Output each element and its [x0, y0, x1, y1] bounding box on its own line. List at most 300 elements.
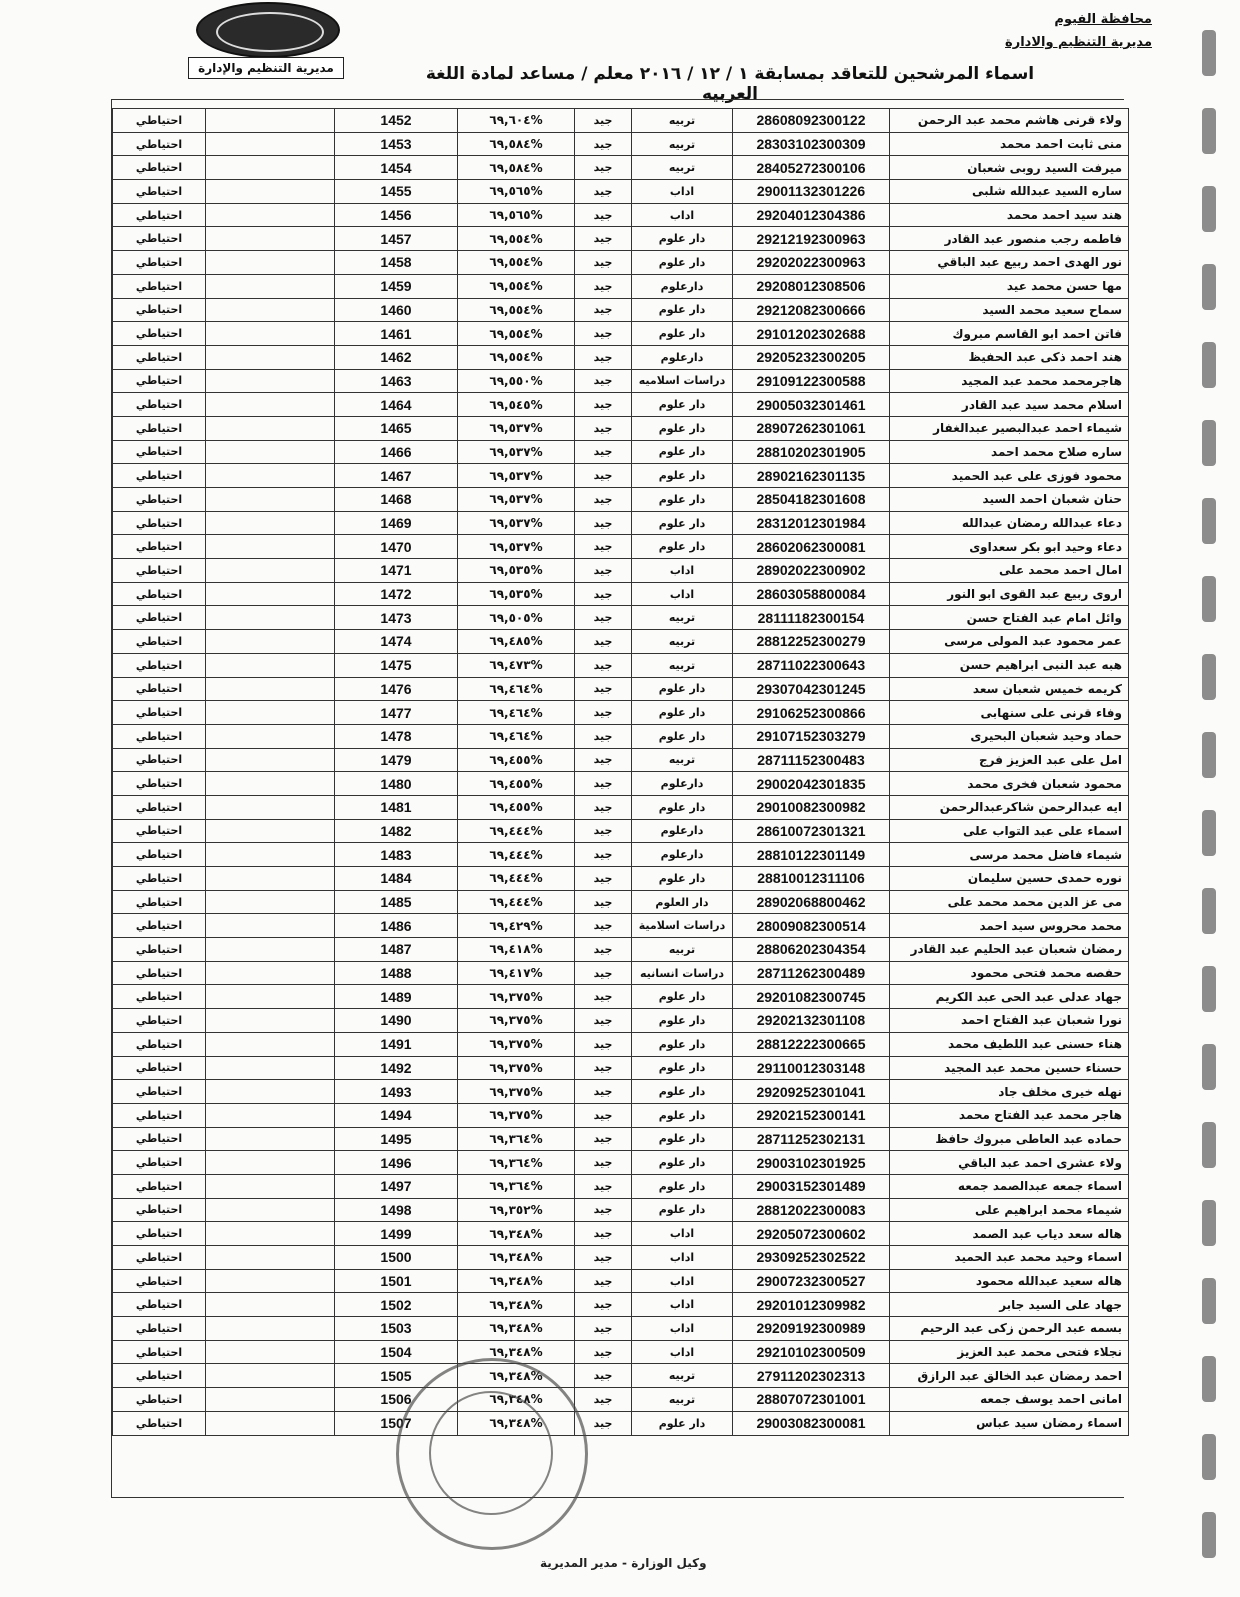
cell-name: بسمه عبد الرحمن زكى عبد الرحيم	[890, 1317, 1129, 1341]
cell-status: احتياطي	[113, 795, 206, 819]
cell-rank: 1468	[335, 488, 458, 512]
cell-status: احتياطي	[113, 393, 206, 417]
cell-id: 28303102300309	[733, 132, 890, 156]
cell-faculty: تربيه	[632, 109, 733, 133]
cell-status: احتياطي	[113, 1364, 206, 1388]
cell-grade: جيد	[575, 156, 632, 180]
cell-name: هاجرمحمد محمد عبد المجيد	[890, 369, 1129, 393]
cell-blank	[206, 180, 335, 204]
cell-id: 28902162301135	[733, 464, 890, 488]
binder-ring	[1202, 1044, 1216, 1090]
cell-percent: %٦٩,٣٤٨	[458, 1269, 575, 1293]
table-row	[113, 1222, 1129, 1246]
cell-faculty: دار علوم	[632, 416, 733, 440]
cell-faculty: دار علوم	[632, 464, 733, 488]
directorate-label: مديرية التنظيم والادارة	[1005, 35, 1152, 50]
cell-name: ايه عبدالرحمن شاكرعبدالرحمن	[890, 795, 1129, 819]
cell-grade: جيد	[575, 890, 632, 914]
cell-status: احتياطي	[113, 180, 206, 204]
cell-id: 29003102301925	[733, 1151, 890, 1175]
cell-faculty: دار العلوم	[632, 890, 733, 914]
binder-ring	[1202, 576, 1216, 622]
table-row	[113, 1056, 1129, 1080]
cell-id: 29109122300588	[733, 369, 890, 393]
table-row	[113, 1246, 1129, 1270]
cell-blank	[206, 1032, 335, 1056]
governorate-label: محافظة الفيوم	[1054, 12, 1152, 27]
table-row	[113, 1269, 1129, 1293]
table-row	[113, 1032, 1129, 1056]
cell-status: احتياطي	[113, 1269, 206, 1293]
cell-status: احتياطي	[113, 559, 206, 583]
cell-faculty: دار علوم	[632, 1080, 733, 1104]
cell-faculty: دار علوم	[632, 440, 733, 464]
cell-blank	[206, 985, 335, 1009]
cell-status: احتياطي	[113, 1151, 206, 1175]
cell-id: 28812222300665	[733, 1032, 890, 1056]
cell-percent: %٦٩,٤٦٤	[458, 724, 575, 748]
cell-faculty: دار علوم	[632, 251, 733, 275]
cell-blank	[206, 795, 335, 819]
table-row	[113, 464, 1129, 488]
cell-rank: 1495	[335, 1127, 458, 1151]
issuer-block	[1005, 12, 1152, 58]
cell-id: 29110012303148	[733, 1056, 890, 1080]
cell-faculty: دار علوم	[632, 1056, 733, 1080]
cell-status: احتياطي	[113, 298, 206, 322]
cell-percent: %٦٩,٣٦٤	[458, 1174, 575, 1198]
cell-grade: جيد	[575, 1198, 632, 1222]
cell-status: احتياطي	[113, 653, 206, 677]
cell-faculty: دراسات اسلاميه	[632, 369, 733, 393]
table-row	[113, 1151, 1129, 1175]
cell-blank	[206, 772, 335, 796]
cell-faculty: دار علوم	[632, 795, 733, 819]
cell-blank	[206, 369, 335, 393]
cell-blank	[206, 1080, 335, 1104]
table-row	[113, 701, 1129, 725]
cell-rank: 1498	[335, 1198, 458, 1222]
cell-faculty: دارعلوم	[632, 274, 733, 298]
cell-id: 29205072300602	[733, 1222, 890, 1246]
binder-ring	[1202, 888, 1216, 934]
cell-blank	[206, 1293, 335, 1317]
cell-percent: %٦٩,٥٨٤	[458, 132, 575, 156]
cell-faculty: دارعلوم	[632, 819, 733, 843]
cell-faculty: دار علوم	[632, 488, 733, 512]
cell-percent: %٦٩,٣٧٥	[458, 1080, 575, 1104]
cell-percent: %٦٩,٥٥٤	[458, 345, 575, 369]
cell-faculty: تربيه	[632, 748, 733, 772]
cell-name: جهاد عدلى عبد الحى عبد الكريم	[890, 985, 1129, 1009]
cell-status: احتياطي	[113, 440, 206, 464]
table-row	[113, 132, 1129, 156]
cell-grade: جيد	[575, 985, 632, 1009]
cell-status: احتياطي	[113, 582, 206, 606]
table-row	[113, 1317, 1129, 1341]
table-row	[113, 748, 1129, 772]
cell-status: احتياطي	[113, 251, 206, 275]
cell-name: رمضان شعبان عبد الحليم عبد القادر	[890, 938, 1129, 962]
cell-percent: %٦٩,٥٣٧	[458, 488, 575, 512]
table-row	[113, 724, 1129, 748]
cell-status: احتياطي	[113, 1340, 206, 1364]
cell-name: امل على عبد العزيز فرج	[890, 748, 1129, 772]
cell-id: 29202152300141	[733, 1103, 890, 1127]
cell-grade: جيد	[575, 748, 632, 772]
cell-rank: 1486	[335, 914, 458, 938]
cell-grade: جيد	[575, 819, 632, 843]
cell-percent: %٦٩,٤٥٥	[458, 748, 575, 772]
cell-grade: جيد	[575, 724, 632, 748]
cell-blank	[206, 156, 335, 180]
cell-grade: جيد	[575, 1056, 632, 1080]
logo-caption: مديرية التنظيم والإدارة	[188, 57, 344, 79]
cell-percent: %٦٩,٣٤٨	[458, 1411, 575, 1435]
cell-id: 28807072301001	[733, 1388, 890, 1412]
cell-faculty: دار علوم	[632, 867, 733, 891]
cell-status: احتياطي	[113, 203, 206, 227]
cell-faculty: دار علوم	[632, 511, 733, 535]
cell-percent: %٦٩,٥٥٤	[458, 298, 575, 322]
cell-blank	[206, 630, 335, 654]
cell-faculty: دار علوم	[632, 1127, 733, 1151]
table-row	[113, 843, 1129, 867]
cell-rank: 1489	[335, 985, 458, 1009]
cell-grade: جيد	[575, 440, 632, 464]
table-row	[113, 440, 1129, 464]
cell-blank	[206, 251, 335, 275]
cell-faculty: دار علوم	[632, 535, 733, 559]
cell-id: 28902068800462	[733, 890, 890, 914]
table-row	[113, 274, 1129, 298]
cell-status: احتياطي	[113, 1080, 206, 1104]
cell-blank	[206, 1388, 335, 1412]
cell-name: شيماء محمد ابراهيم على	[890, 1198, 1129, 1222]
table-row	[113, 1103, 1129, 1127]
cell-name: اروى ربيع عبد القوى ابو النور	[890, 582, 1129, 606]
table-row	[113, 345, 1129, 369]
cell-rank: 1457	[335, 227, 458, 251]
cell-blank	[206, 1174, 335, 1198]
cell-faculty: دار علوم	[632, 1198, 733, 1222]
cell-grade: جيد	[575, 772, 632, 796]
cell-rank: 1488	[335, 961, 458, 985]
cell-status: احتياطي	[113, 511, 206, 535]
cell-blank	[206, 535, 335, 559]
cell-rank: 1481	[335, 795, 458, 819]
cell-status: احتياطي	[113, 109, 206, 133]
cell-percent: %٦٩,٥٣٧	[458, 535, 575, 559]
cell-name: نوره حمدى حسين سليمان	[890, 867, 1129, 891]
cell-percent: %٦٩,٥٣٧	[458, 464, 575, 488]
cell-faculty: تربيه	[632, 156, 733, 180]
cell-status: احتياطي	[113, 1174, 206, 1198]
table-row	[113, 109, 1129, 133]
cell-blank	[206, 1317, 335, 1341]
cell-status: احتياطي	[113, 156, 206, 180]
cell-percent: %٦٩,٥٥٠	[458, 369, 575, 393]
cell-id: 29309252302522	[733, 1246, 890, 1270]
table-row	[113, 322, 1129, 346]
cell-blank	[206, 677, 335, 701]
table-row	[113, 488, 1129, 512]
cell-grade: جيد	[575, 1080, 632, 1104]
table-row	[113, 914, 1129, 938]
cell-name: هناء حسنى عبد اللطيف محمد	[890, 1032, 1129, 1056]
cell-grade: جيد	[575, 109, 632, 133]
cell-id: 29201082300745	[733, 985, 890, 1009]
cell-name: اسماء على عبد التواب على	[890, 819, 1129, 843]
cell-percent: %٦٩,٤٧٣	[458, 653, 575, 677]
cell-grade: جيد	[575, 464, 632, 488]
cell-rank: 1474	[335, 630, 458, 654]
cell-rank: 1463	[335, 369, 458, 393]
cell-blank	[206, 1340, 335, 1364]
cell-blank	[206, 1103, 335, 1127]
cell-rank: 1483	[335, 843, 458, 867]
cell-name: وفاء قرنى على سنهابى	[890, 701, 1129, 725]
cell-blank	[206, 724, 335, 748]
table-row	[113, 1198, 1129, 1222]
cell-name: اسماء جمعه عبدالصمد جمعه	[890, 1174, 1129, 1198]
cell-blank	[206, 488, 335, 512]
cell-id: 29001132301226	[733, 180, 890, 204]
cell-percent: %٦٩,٤٥٥	[458, 795, 575, 819]
cell-name: مى عز الدين محمد محمد على	[890, 890, 1129, 914]
cell-faculty: دارعلوم	[632, 345, 733, 369]
cell-blank	[206, 1127, 335, 1151]
cell-rank: 1473	[335, 606, 458, 630]
cell-status: احتياطي	[113, 914, 206, 938]
cell-id: 28504182301608	[733, 488, 890, 512]
cell-blank	[206, 440, 335, 464]
cell-percent: %٦٩,٥٣٧	[458, 416, 575, 440]
cell-grade: جيد	[575, 511, 632, 535]
cell-grade: جيد	[575, 1103, 632, 1127]
table-row	[113, 298, 1129, 322]
cell-blank	[206, 1364, 335, 1388]
table-row	[113, 559, 1129, 583]
cell-blank	[206, 511, 335, 535]
cell-grade: جيد	[575, 1127, 632, 1151]
table-row	[113, 393, 1129, 417]
binder-ring	[1202, 108, 1216, 154]
cell-status: احتياطي	[113, 985, 206, 1009]
cell-percent: %٦٩,٣٧٥	[458, 1103, 575, 1127]
cell-name: وائل امام عبد الفتاح حسن	[890, 606, 1129, 630]
cell-id: 29003082300081	[733, 1411, 890, 1435]
cell-faculty: دار علوم	[632, 1174, 733, 1198]
cell-grade: جيد	[575, 1246, 632, 1270]
cell-grade: جيد	[575, 345, 632, 369]
cell-id: 28810202301905	[733, 440, 890, 464]
cell-rank: 1461	[335, 322, 458, 346]
cell-id: 28711152300483	[733, 748, 890, 772]
cell-percent: %٦٩,٥٠٥	[458, 606, 575, 630]
cell-blank	[206, 1151, 335, 1175]
cell-blank	[206, 867, 335, 891]
cell-rank: 1485	[335, 890, 458, 914]
cell-blank	[206, 227, 335, 251]
cell-id: 28610072301321	[733, 819, 890, 843]
cell-faculty: دارعلوم	[632, 772, 733, 796]
cell-faculty: دار علوم	[632, 227, 733, 251]
cell-status: احتياطي	[113, 535, 206, 559]
table-row	[113, 890, 1129, 914]
cell-status: احتياطي	[113, 322, 206, 346]
cell-faculty: تربيه	[632, 606, 733, 630]
cell-blank	[206, 416, 335, 440]
cell-percent: %٦٩,٥٣٥	[458, 582, 575, 606]
cell-rank: 1507	[335, 1411, 458, 1435]
cell-rank: 1456	[335, 203, 458, 227]
table-row	[113, 1127, 1129, 1151]
cell-grade: جيد	[575, 630, 632, 654]
binder-ring	[1202, 966, 1216, 1012]
binder-ring	[1202, 186, 1216, 232]
cell-status: احتياطي	[113, 843, 206, 867]
cell-blank	[206, 1269, 335, 1293]
cell-blank	[206, 1411, 335, 1435]
cell-percent: %٦٩,٤٢٩	[458, 914, 575, 938]
cell-percent: %٦٩,٣٤٨	[458, 1364, 575, 1388]
cell-name: حنان شعبان احمد السيد	[890, 488, 1129, 512]
cell-blank	[206, 961, 335, 985]
cell-id: 28902022300902	[733, 559, 890, 583]
cell-id: 28312012301984	[733, 511, 890, 535]
cell-name: مها حسن محمد عيد	[890, 274, 1129, 298]
cell-id: 29209192300989	[733, 1317, 890, 1341]
cell-faculty: دار علوم	[632, 1032, 733, 1056]
page-title: اسماء المرشحين للتعاقد بمسابقة ١ / ١٢ / ٢٠١٦ معلم / مساعد لمادة اللغة العربيه	[425, 64, 1035, 104]
cell-grade: جيد	[575, 606, 632, 630]
cell-rank: 1475	[335, 653, 458, 677]
cell-name: جهاد على السيد جابر	[890, 1293, 1129, 1317]
cell-status: احتياطي	[113, 961, 206, 985]
cell-status: احتياطي	[113, 1127, 206, 1151]
cell-name: دعاء وحيد ابو بكر سعداوى	[890, 535, 1129, 559]
cell-faculty: اداب	[632, 1293, 733, 1317]
cell-status: احتياطي	[113, 724, 206, 748]
binder-ring	[1202, 1122, 1216, 1168]
cell-status: احتياطي	[113, 772, 206, 796]
cell-rank: 1452	[335, 109, 458, 133]
cell-grade: جيد	[575, 1174, 632, 1198]
cell-name: اسماء رمضان سيد عباس	[890, 1411, 1129, 1435]
cell-rank: 1472	[335, 582, 458, 606]
cell-id: 29202132301108	[733, 1009, 890, 1033]
table-row	[113, 1364, 1129, 1388]
cell-rank: 1460	[335, 298, 458, 322]
cell-grade: جيد	[575, 1032, 632, 1056]
cell-faculty: اداب	[632, 1222, 733, 1246]
cell-percent: %٦٩,٥٣٧	[458, 511, 575, 535]
cell-rank: 1504	[335, 1340, 458, 1364]
cell-blank	[206, 1009, 335, 1033]
cell-grade: جيد	[575, 1222, 632, 1246]
cell-faculty: تربيه	[632, 938, 733, 962]
cell-percent: %٦٩,٥٨٤	[458, 156, 575, 180]
cell-rank: 1459	[335, 274, 458, 298]
cell-name: هند سيد احمد محمد	[890, 203, 1129, 227]
cell-blank	[206, 582, 335, 606]
cell-status: احتياطي	[113, 701, 206, 725]
cell-grade: جيد	[575, 1293, 632, 1317]
cell-grade: جيد	[575, 227, 632, 251]
signature-caption: وكيل الوزارة - مدير المديرية	[540, 1556, 707, 1570]
cell-status: احتياطي	[113, 1103, 206, 1127]
cell-faculty: اداب	[632, 1269, 733, 1293]
cell-id: 28812252300279	[733, 630, 890, 654]
cell-id: 28812022300083	[733, 1198, 890, 1222]
cell-percent: %٦٩,٣٥٢	[458, 1198, 575, 1222]
cell-rank: 1505	[335, 1364, 458, 1388]
cell-faculty: دار علوم	[632, 322, 733, 346]
cell-percent: %٦٩,٤٨٥	[458, 630, 575, 654]
cell-blank	[206, 393, 335, 417]
cell-name: ولاء عشرى احمد عبد الباقي	[890, 1151, 1129, 1175]
cell-id: 28603058800084	[733, 582, 890, 606]
table-row	[113, 795, 1129, 819]
cell-faculty: اداب	[632, 180, 733, 204]
cell-percent: %٦٩,٤٤٤	[458, 890, 575, 914]
cell-faculty: دار علوم	[632, 1411, 733, 1435]
logo-emblem	[196, 2, 340, 58]
cell-faculty: اداب	[632, 1246, 733, 1270]
cell-name: فاطمه رجب منصور عبد القادر	[890, 227, 1129, 251]
cell-name: ولاء قرنى هاشم محمد عبد الرحمن	[890, 109, 1129, 133]
cell-name: ساره السيد عبدالله شلبى	[890, 180, 1129, 204]
binder-ring	[1202, 1278, 1216, 1324]
cell-grade: جيد	[575, 251, 632, 275]
cell-id: 29201012309982	[733, 1293, 890, 1317]
cell-status: احتياطي	[113, 1411, 206, 1435]
cell-percent: %٦٩,٣٧٥	[458, 1009, 575, 1033]
cell-name: دعاء عبدالله رمضان عبدالله	[890, 511, 1129, 535]
cell-percent: %٦٩,٣٤٨	[458, 1340, 575, 1364]
cell-faculty: تربيه	[632, 1364, 733, 1388]
binder-ring	[1202, 1200, 1216, 1246]
cell-grade: جيد	[575, 416, 632, 440]
cell-id: 28711262300489	[733, 961, 890, 985]
cell-blank	[206, 1222, 335, 1246]
cell-name: هبه عبد النبى ابراهيم حسن	[890, 653, 1129, 677]
cell-blank	[206, 203, 335, 227]
cell-status: احتياطي	[113, 369, 206, 393]
cell-id: 27911202302313	[733, 1364, 890, 1388]
binder-ring	[1202, 1356, 1216, 1402]
table-row	[113, 511, 1129, 535]
cell-percent: %٦٩,٥٤٥	[458, 393, 575, 417]
table-row	[113, 227, 1129, 251]
table-row	[113, 416, 1129, 440]
cell-name: هاله سعد دياب عبد الصمد	[890, 1222, 1129, 1246]
cell-grade: جيد	[575, 369, 632, 393]
cell-status: احتياطي	[113, 1198, 206, 1222]
cell-faculty: دار علوم	[632, 298, 733, 322]
cell-status: احتياطي	[113, 748, 206, 772]
cell-percent: %٦٩,٥٥٤	[458, 251, 575, 275]
cell-name: حفصه محمد فتحى محمود	[890, 961, 1129, 985]
cell-rank: 1470	[335, 535, 458, 559]
cell-name: هند احمد ذكى عبد الحفيظ	[890, 345, 1129, 369]
cell-grade: جيد	[575, 701, 632, 725]
cell-rank: 1493	[335, 1080, 458, 1104]
cell-status: احتياطي	[113, 1032, 206, 1056]
table-row	[113, 203, 1129, 227]
binder-ring	[1202, 264, 1216, 310]
